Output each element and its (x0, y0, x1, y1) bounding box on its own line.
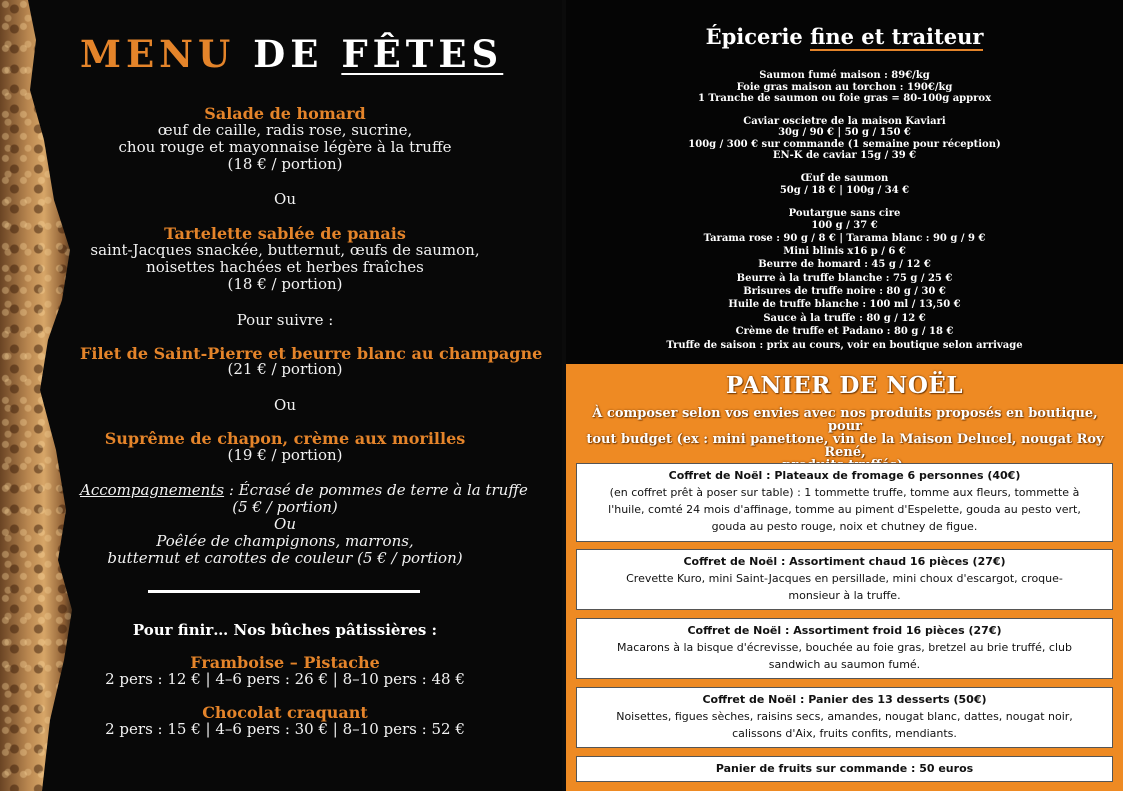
panier-intro-line: tout budget (ex : mini panettone, vin de la Maison Delucel, nougat Roy René, (586, 432, 1104, 460)
coffret-desc: (en coffret prêt à poser sur table) : 1 tommette truffe, tomme aux fleurs, tommette à (609, 486, 1080, 499)
coffret-chaud-box (576, 549, 1113, 610)
menu-title-word-1: MENU (80, 32, 236, 76)
epicerie-line: 30g / 90 € | 50 g / 150 € (778, 127, 911, 138)
side-dishes-text-3: butternut et carottes de couleur (5 € / portion) (107, 549, 463, 567)
coffret-froid-box (576, 618, 1113, 679)
menu-title (80, 32, 504, 76)
epicerie-line: 100g / 300 € sur commande (1 semaine pour réception) (688, 139, 1001, 150)
coffret-desc: sandwich au saumon fumé. (768, 658, 921, 671)
coffret-title: Coffret de Noël : Assortiment chaud 16 pièces (27€) (683, 555, 1006, 568)
dish-1-name: Salade de homard (204, 104, 366, 123)
epicerie-line: Foie gras maison au torchon : 190€/kg (736, 82, 953, 93)
coffret-desc: Crevette Kuro, mini Saint-Jacques en persillade, mini choux d'escargot, croque- (626, 572, 1063, 585)
dish-4-price: (19 € / portion) (227, 446, 343, 464)
coffret-desc: calissons d'Aix, fruits confits, mendiants. (732, 727, 957, 740)
coffret-desc: gouda au pesto rouge, noix et chutney de figue. (711, 520, 978, 533)
coffret-desc: Macarons à la bisque d'écrevisse, bouchée au foie gras, bretzel au brie truffé, club (617, 641, 1072, 654)
dish-1-price: (18 € / portion) (227, 155, 343, 173)
coffret-desc: monsieur à la truffe. (788, 589, 901, 602)
section-divider (148, 590, 420, 593)
coffret-title: Panier de fruits sur commande : 50 euros (715, 762, 974, 775)
epicerie-line: Crème de truffe et Padano : 80 g / 18 € (735, 326, 954, 337)
dish-2-price: (18 € / portion) (227, 275, 343, 293)
brioche-crust-decoration (0, 0, 80, 791)
panier-intro-line: À composer selon vos envies avec nos produits proposés en boutique, pour (592, 406, 1098, 434)
side-dishes-text-2: Poêlée de champignons, marrons, (156, 532, 414, 550)
epicerie-line: Beurre à la truffe blanche : 75 g / 25 € (736, 273, 953, 284)
dish-1-desc-1: œuf de caille, radis rose, sucrine, (157, 121, 413, 139)
epicerie-line: Huile de truffe blanche : 100 ml / 13,50 € (728, 299, 961, 310)
side-dishes-or: Ou (274, 515, 296, 533)
dish-4-name: Suprême de chapon, crème aux morilles (104, 429, 466, 448)
epicerie-line: Sauce à la truffe : 80 g / 12 € (763, 313, 926, 324)
epicerie-line: 100 g / 37 € (811, 220, 878, 231)
side-dishes-label: Accompagnements (80, 481, 225, 499)
epicerie-panel (566, 0, 1123, 364)
dish-2-name: Tartelette sablée de panais (164, 224, 406, 243)
epicerie-line: Brisures de truffe noire : 80 g / 30 € (743, 286, 946, 297)
coffret-title: Coffret de Noël : Panier des 13 desserts (50€) (702, 693, 987, 706)
coffret-title: Coffret de Noël : Assortiment froid 16 pièces (27€) (687, 624, 1002, 637)
coffret-desc: l'huile, comté 24 mois d'affinage, tomme au piment d'Espelette, gouda au pesto vert, (608, 503, 1081, 516)
coffret-title: Coffret de Noël : Plateaux de fromage 6 personnes (40€) (668, 469, 1021, 482)
dessert-heading: Pour finir… Nos bûches pâtissières : (132, 621, 438, 639)
panier-fruits-box (576, 756, 1113, 782)
dish-2-desc-1: saint-Jacques snackée, butternut, œufs de saumon, (90, 241, 480, 259)
epicerie-line: Saumon fumé maison : 89€/kg (759, 70, 930, 81)
buche-2-prices: 2 pers : 15 € | 4–6 pers : 30 € | 8–10 pers : 52 € (105, 720, 465, 738)
panier-title: PANIER DE NOËL (725, 372, 964, 399)
epicerie-line: Œuf de saumon (800, 173, 889, 184)
epicerie-line: Beurre de homard : 45 g / 12 € (758, 259, 931, 270)
buche-2-name: Chocolat craquant (202, 703, 368, 722)
side-dishes-price-1: (5 € / portion) (232, 498, 338, 516)
buche-1-name: Framboise – Pistache (190, 653, 380, 672)
dish-3-price: (21 € / portion) (227, 360, 343, 378)
epicerie-line: Poutargue sans cire (788, 208, 901, 219)
epicerie-line: Tarama rose : 90 g / 8 € | Tarama blanc : 90 g / 9 € (703, 233, 986, 244)
epicerie-line: Mini blinis x16 p / 6 € (783, 246, 906, 257)
epicerie-title (566, 24, 1123, 49)
dish-2-desc-2: noisettes hachées et herbes fraîches (146, 258, 424, 276)
or-separator-2: Ou (274, 396, 296, 414)
epicerie-line: 1 Tranche de saumon ou foie gras = 80-100g approx (697, 93, 992, 104)
side-dishes-line-1 (80, 481, 528, 499)
epicerie-line: 50g / 18 € | 100g / 34 € (779, 185, 910, 196)
dish-3-name: Filet de Saint-Pierre et beurre blanc au champagne (80, 344, 543, 363)
epicerie-line: Caviar oscietre de la maison Kaviari (743, 116, 946, 127)
buche-1-prices: 2 pers : 12 € | 4–6 pers : 26 € | 8–10 pers : 48 € (105, 670, 465, 688)
or-separator-1: Ou (274, 190, 296, 208)
side-dishes-text-1: : Écrasé de pommes de terre à la truffe (224, 481, 528, 499)
dish-1-desc-2: chou rouge et mayonnaise légère à la truffe (118, 138, 452, 156)
coffret-desserts-box (576, 687, 1113, 748)
epicerie-line: EN-K de caviar 15g / 39 € (772, 150, 917, 161)
coffret-fromage-box (576, 463, 1113, 542)
epicerie-title-rest: fine et traiteur (810, 24, 984, 49)
epicerie-title-word-1: Épicerie (705, 24, 803, 49)
epicerie-line: Truffe de saison : prix au cours, voir en boutique selon arrivage (666, 340, 1023, 351)
menu-title-word-3: FÊTES (341, 32, 504, 76)
coffret-desc: Noisettes, figues sèches, raisins secs, amandes, nougat blanc, dattes, nougat noir, (616, 710, 1073, 723)
panier-panel (566, 364, 1123, 791)
next-course-label: Pour suivre : (236, 311, 334, 329)
menu-title-word-2: DE (253, 32, 324, 76)
